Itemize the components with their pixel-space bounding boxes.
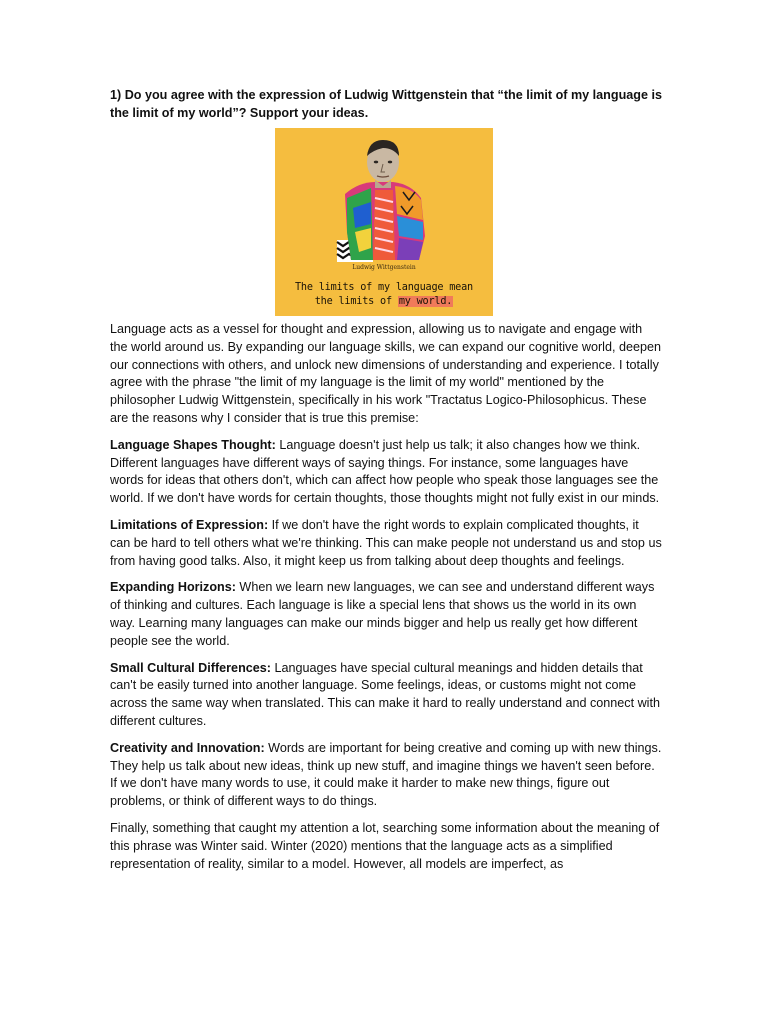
paragraph-heading: Small Cultural Differences: — [110, 660, 271, 675]
paragraph-text: Words are important for being creative and coming up with new things. They help us talk about new ideas, think up new stuff, and imagine things we haven't seen before. If we don't have many words to use, it could make it harder to make new things, figure out problems, or think of different ways to do things. — [110, 740, 662, 809]
figure-quote-line-1: The limits of my language mean — [294, 282, 473, 293]
essay-body — [110, 321, 662, 882]
paragraph-heading: Limitations of Expression: — [110, 517, 269, 532]
figure-quote-line-2 — [275, 296, 493, 307]
intro-paragraph: Language acts as a vessel for thought and expression, allowing us to navigate and engage with the world around us. By expanding our language skills, we can expand our cognitive world, deepen our connections with others, and unlock new dimensions of understanding and experience. I totally agree with the phrase "the limit of my language is the limit of my world" mentioned by the philosopher Ludwig Wittgenstein, specifically in his work "Tractatus Logico-Philosophicus. These are the reasons why I consider that is true this premise: — [110, 322, 661, 425]
paragraph-creativity-and-innovation — [110, 740, 662, 811]
figure-quote-highlight: my world. — [398, 296, 453, 307]
paragraph-small-cultural-differences — [110, 660, 662, 731]
paragraph-text: When we learn new languages, we can see and understand different ways of thinking and cultures. Each language is like a special lens that shows us the world in its own way. Learning many languages can make our minds bigger and help us really get how different people see the world. — [110, 580, 655, 648]
paragraph-text: If we don't have the right words to explain complicated thoughts, it can be hard to tell others what we're thinking. This can make people not understand us and stop us from having good talks. Also, it might keep us from talking about deep thoughts and feelings. — [110, 517, 662, 568]
question-heading: 1) Do you agree with the expression of Ludwig Wittgenstein that “the limit of my language is the limit of my world”? Support your ideas. — [110, 88, 662, 120]
figure-quote-prefix: the limits of — [314, 296, 398, 307]
figure-name-label: Ludwig Wittgenstein — [352, 264, 416, 271]
paragraph-language-shapes-thought — [110, 437, 662, 508]
final-paragraph: Finally, something that caught my attention a lot, searching some information about the meaning of this phrase was Winter said. Winter (2020) mentions that the language acts as a simplified representation of reality, similar to a model. However, all models are imperfect, as — [110, 820, 660, 871]
paragraph-heading: Language Shapes Thought: — [110, 437, 276, 452]
paragraph-heading: Creativity and Innovation: — [110, 740, 265, 755]
wittgenstein-illustration — [275, 128, 493, 316]
paragraph-limitations-of-expression — [110, 517, 662, 570]
paragraph-heading: Expanding Horizons: — [110, 580, 236, 595]
paragraph-text: Languages have special cultural meanings and hidden details that can't be easily turned into another language. Some feelings, ideas, or customs might not come across the same way when translated. This can make it hard to really understand and connect with different cultures. — [110, 660, 660, 728]
paragraph-text: Language doesn't just help us talk; it also changes how we think. Different languages have different ways of saying things. For instance, some languages have words for ideas that others don't, which can affect how people who speak those languages see the world. If we don't have words for certain thoughts, those thoughts might not fully exist in our minds. — [110, 437, 660, 506]
paragraph-expanding-horizons — [110, 579, 662, 650]
